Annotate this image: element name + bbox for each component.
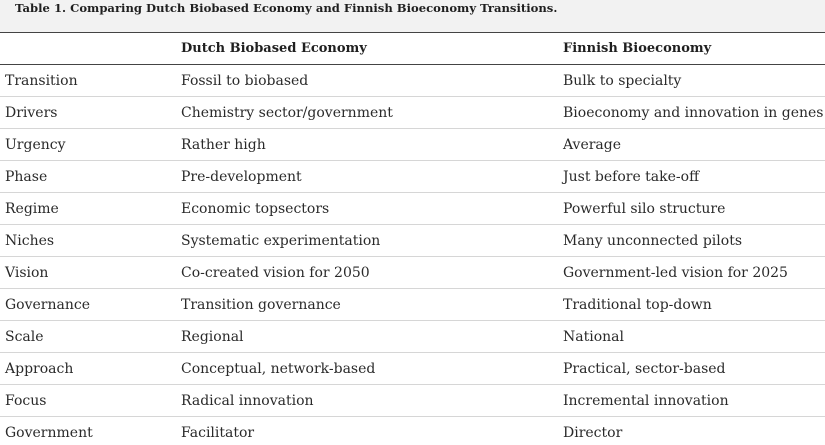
finnish-cell: Many unconnected pilots — [557, 225, 825, 257]
table-row — [0, 225, 825, 257]
finnish-cell: Powerful silo structure — [557, 193, 825, 225]
finnish-cell: Bioeconomy and innovation in genes — [557, 97, 825, 129]
comparison-table — [0, 32, 825, 445]
dutch-cell: Economic topsectors — [176, 193, 557, 225]
caption-band — [0, 0, 825, 32]
finnish-cell: Government-led vision for 2025 — [557, 257, 825, 289]
dutch-cell: Rather high — [176, 129, 557, 161]
dutch-cell: Radical innovation — [176, 385, 557, 417]
row-label: Focus — [0, 385, 176, 417]
table-row — [0, 161, 825, 193]
dutch-cell: Transition governance — [176, 289, 557, 321]
table-row — [0, 289, 825, 321]
finnish-cell: Director — [563, 424, 623, 441]
finnish-cell: Practical, sector-based — [557, 353, 825, 385]
table-header-row — [0, 33, 825, 65]
finnish-cell: National — [557, 321, 825, 353]
dutch-cell: Regional — [176, 321, 557, 353]
row-label: Vision — [0, 257, 176, 289]
table-row — [0, 417, 825, 445]
header-cell-dutch: Dutch Biobased Economy — [176, 33, 557, 65]
table-row — [0, 193, 825, 225]
dutch-cell: Co-created vision for 2050 — [176, 257, 557, 289]
table-row — [0, 257, 825, 289]
dutch-cell: Conceptual, network-based — [176, 353, 557, 385]
dutch-cell: Systematic experimentation — [176, 225, 557, 257]
row-label: Regime — [0, 193, 176, 225]
table-row — [0, 65, 825, 97]
dutch-cell: Pre-development — [176, 161, 557, 193]
table-row — [0, 321, 825, 353]
header-cell-finnish: Finnish Bioeconomy — [557, 33, 825, 65]
table-row — [0, 353, 825, 385]
table-row — [0, 385, 825, 417]
row-label: Phase — [0, 161, 176, 193]
row-label: Transition — [0, 65, 176, 97]
finnish-cell: Average — [557, 129, 825, 161]
table-row — [0, 129, 825, 161]
row-label: Government — [5, 424, 93, 441]
finnish-cell: Traditional top-down — [557, 289, 825, 321]
header-cell-empty — [0, 33, 176, 65]
row-label: Scale — [0, 321, 176, 353]
dutch-cell: Chemistry sector/government — [176, 97, 557, 129]
row-label: Governance — [0, 289, 176, 321]
row-label: Niches — [0, 225, 176, 257]
row-label: Approach — [0, 353, 176, 385]
table-row — [0, 97, 825, 129]
dutch-cell: Facilitator — [181, 424, 255, 441]
row-label: Drivers — [0, 97, 176, 129]
finnish-cell: Just before take-off — [557, 161, 825, 193]
table-caption: Table 1. Comparing Dutch Biobased Economy and Finnish Bioeconomy Transitions. — [15, 1, 558, 15]
finnish-cell: Bulk to specialty — [557, 65, 825, 97]
dutch-cell: Fossil to biobased — [176, 65, 557, 97]
finnish-cell: Incremental innovation — [557, 385, 825, 417]
row-label: Urgency — [0, 129, 176, 161]
